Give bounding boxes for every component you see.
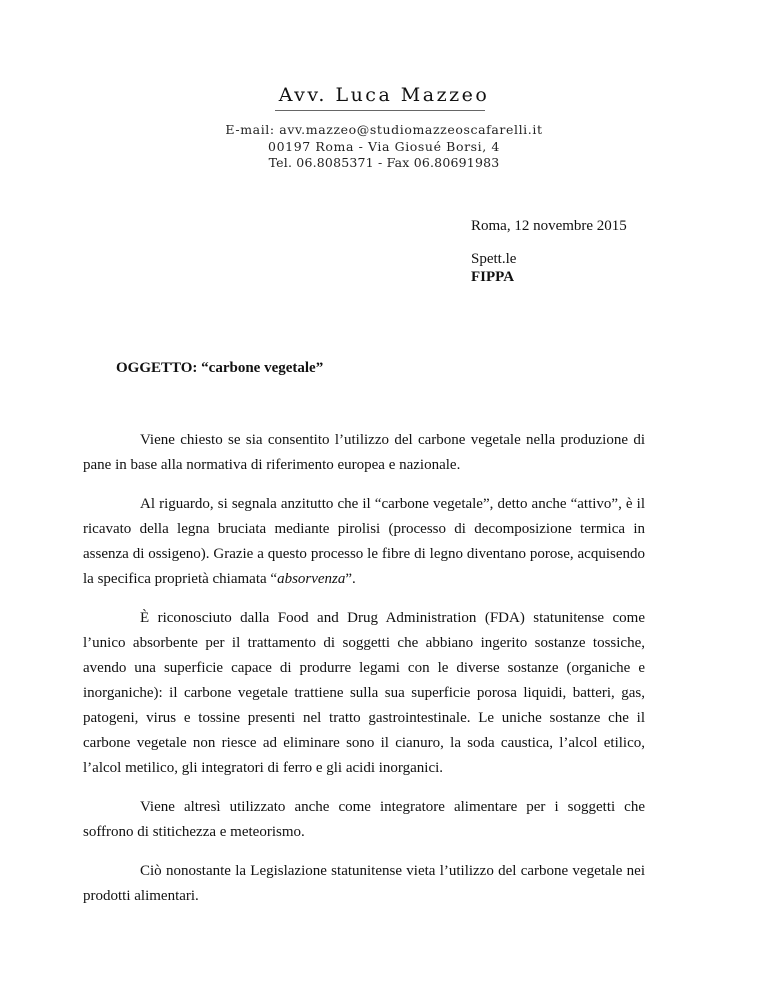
letterhead-address: 00197 Roma - Via Giosué Borsi, 4	[268, 139, 500, 154]
paragraph-definition	[83, 492, 645, 592]
letterhead-phone: Tel. 06.8085371 - Fax 06.80691983	[268, 155, 500, 170]
paragraph-fda: È riconosciuto dalla Food and Drug Administration (FDA) statunitense come l’unico absorbente per il trattamento di soggetti che abbiano ingerito sostanze tossiche, avendo una superficie capace di produrre legami con le diverse sostanze (organiche e inorganiche): il carbone vegetale trattiene sulla sua superficie porosa liquidi, batteri, gas, patogeni, virus e tossine presenti nel tratto gastrointestinale. Le uniche sostanze che il carbone vegetale non riesce ad eliminare sono il cianuro, la soda caustica, l’alcol etilico, l’alcol metilico, gli integratori di ferro e gli acidi inorganici.	[83, 610, 645, 776]
letter-body	[83, 428, 645, 923]
recipient-salutation: Spett.le	[471, 251, 517, 267]
paragraph-definition-end: ”.	[345, 571, 356, 587]
letter-date: Roma, 12 novembre 2015	[471, 218, 627, 234]
letterhead-divider	[275, 110, 485, 111]
letterhead-name: Avv. Luca Mazzeo	[278, 84, 490, 106]
letter-subject: OGGETTO: “carbone vegetale”	[116, 360, 324, 376]
letterhead-email: E-mail: avv.mazzeo@studiomazzeoscafarelli.it	[225, 122, 543, 137]
recipient-name: FIPPA	[471, 269, 515, 285]
paragraph-definition-text: Al riguardo, si segnala anzitutto che il “carbone vegetale”, detto anche “attivo”, è il ricavato della legna bruciata mediante pirolisi (processo di decomposizione termica in assenza di ossigeno). Grazie a questo processo le fibre di legno diventano porose, acquisendo la specifica proprietà chiamata “	[83, 496, 645, 587]
paragraph-supplement: Viene altresì utilizzato anche come integratore alimentare per i soggetti che soffrono di stitichezza e meteorismo.	[83, 799, 645, 840]
absorvenza-term: absorvenza	[277, 571, 346, 587]
paragraph-request: Viene chiesto se sia consentito l’utilizzo del carbone vegetale nella produzione di pane in base alla normativa di riferimento europea e nazionale.	[83, 432, 645, 473]
paragraph-us-ban: Ciò nonostante la Legislazione statunitense vieta l’utilizzo del carbone vegetale nei prodotti alimentari.	[83, 863, 645, 904]
